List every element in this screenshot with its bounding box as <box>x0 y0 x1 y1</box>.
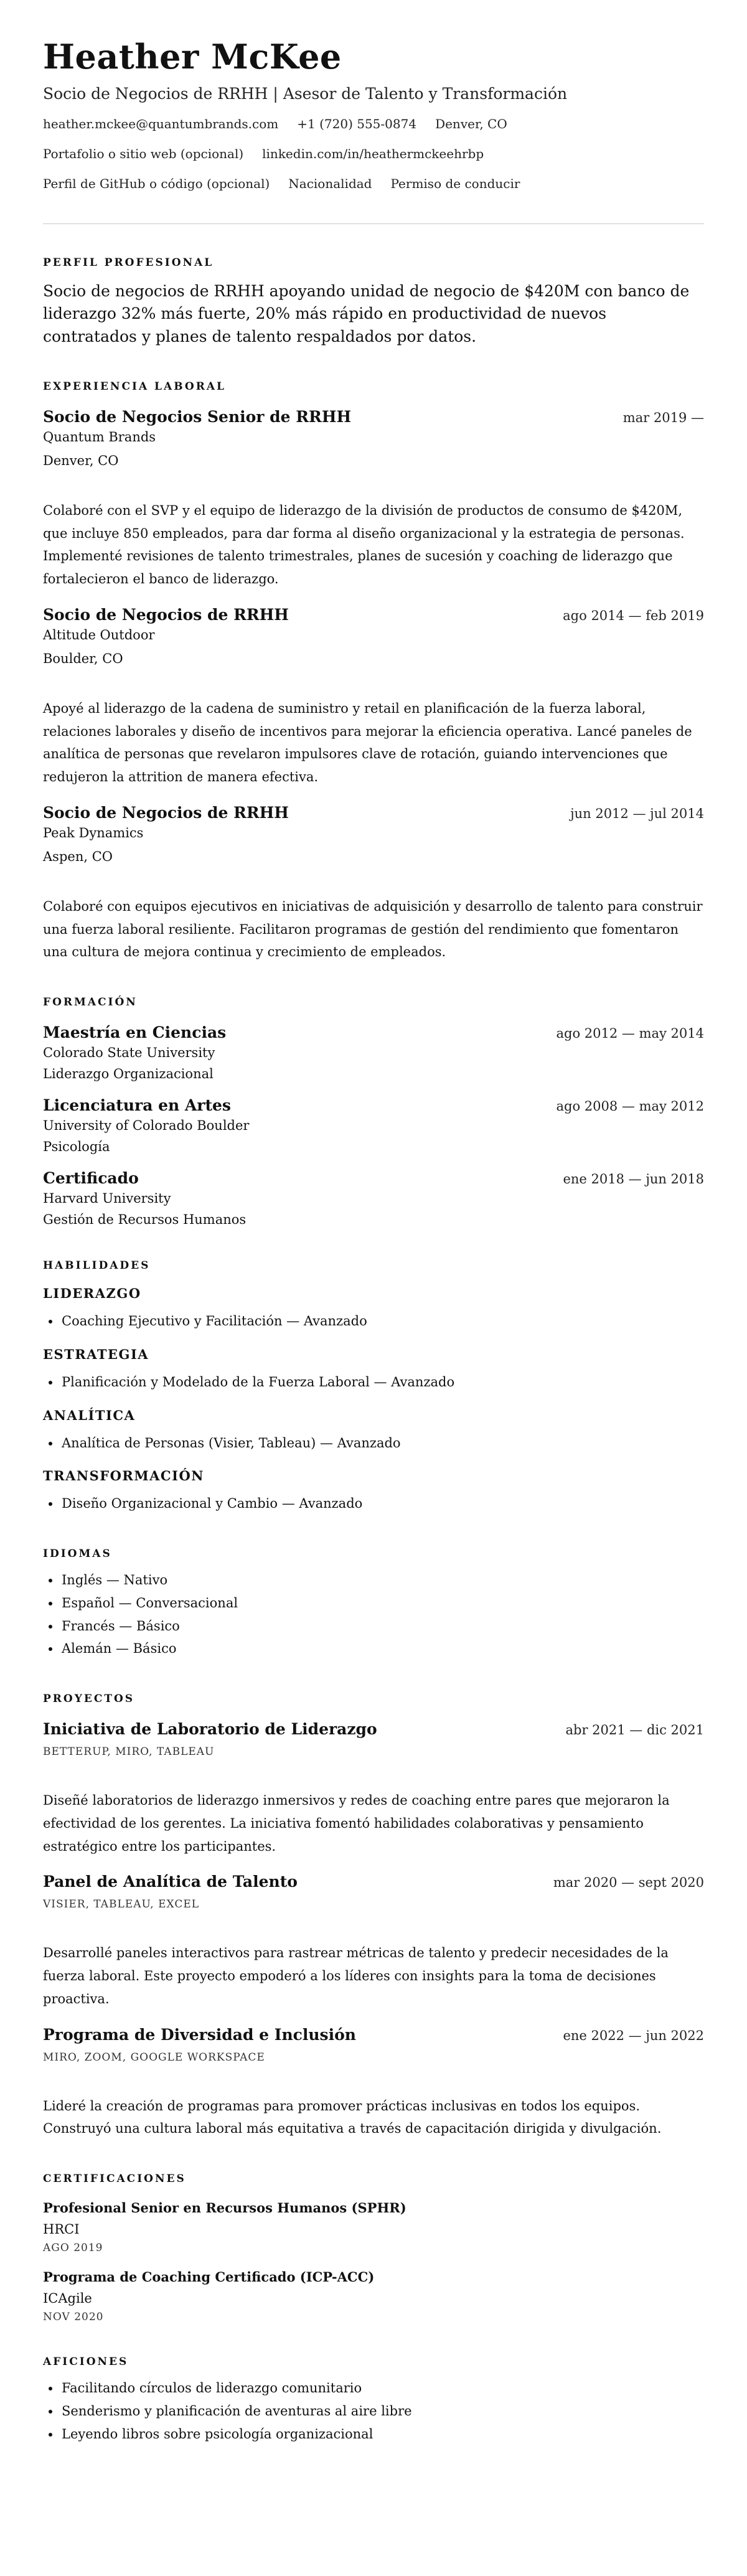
section-title: IDIOMAS <box>43 1548 112 1561</box>
job-title: Socio de Negocios de RRHH <box>43 605 289 624</box>
experience-entry <box>43 606 704 789</box>
certification-name: Programa de Coaching Certificado (ICP-ACC) <box>43 2269 375 2285</box>
job-title: Socio de Negocios Senior de RRHH <box>43 407 352 426</box>
certification-entry <box>43 2269 704 2323</box>
job-description: Apoyé al liderazgo de la cadena de suministro y retail en planificación de la fuerza laboral, relaciones laborales y diseño de incentivos para mejorar la eficiencia operativa. Lancé paneles de analítica de personas que revelaron impulsores clave de rotación, guiando intervenciones que redujeron la attrition de manera efectiva. <box>43 700 692 785</box>
project-title: Iniciativa de Laboratorio de Liderazgo <box>43 1720 377 1739</box>
project-title: Programa de Diversidad e Inclusión <box>43 2025 356 2044</box>
degree-title: Certificado <box>43 1169 139 1188</box>
section-title: CERTIFICACIONES <box>43 2173 186 2186</box>
section-title: HABILIDADES <box>43 1259 151 1272</box>
location-text: Denver, CO <box>435 116 507 132</box>
projects-section <box>43 1693 704 2140</box>
skill-group-title: ANALÍTICA <box>43 1407 136 1423</box>
education-entry <box>43 1169 704 1227</box>
job-dates: mar 2019 — <box>622 410 704 425</box>
skill-item: • Planificación y Modelado de la Fuerza Laboral — Avanzado <box>60 1371 704 1394</box>
hobby-item: • Leyendo libros sobre psicología organizacional <box>60 2423 704 2446</box>
company-name: Peak Dynamics <box>43 825 144 840</box>
degree-title: Maestría en Ciencias <box>43 1023 227 1042</box>
certification-issuer: ICAgile <box>43 2291 92 2306</box>
education-dates: ene 2018 — jun 2018 <box>563 1172 704 1187</box>
project-tech: VISIER, TABLEAU, EXCEL <box>43 1898 200 1911</box>
job-description: Colaboré con el SVP y el equipo de liderazgo de la división de productos de consumo de $420M, que incluye 850 empleados, para dar forma al diseño organizacional y la estrategia de personas. Implementé revisiones de talento trimestrales, planes de sucesión y coaching de liderazgo que fortalecieron el banco de liderazgo. <box>43 502 685 587</box>
job-dates: ago 2014 — feb 2019 <box>563 608 704 623</box>
skill-group-title: ESTRATEGIA <box>43 1346 149 1362</box>
education-section <box>43 996 704 1227</box>
skills-section <box>43 1259 704 1515</box>
language-item: • Francés — Básico <box>60 1615 704 1638</box>
linkedin-link[interactable]: linkedin.com/in/heathermckeehrbp <box>262 146 484 162</box>
driving-license-text: Permiso de conducir <box>390 176 520 192</box>
skill-group <box>43 1347 704 1394</box>
job-dates: jun 2012 — jul 2014 <box>570 806 704 821</box>
project-tech: MIRO, ZOOM, GOOGLE WORKSPACE <box>43 2051 265 2064</box>
job-location: Boulder, CO <box>43 651 123 666</box>
skill-item: • Analítica de Personas (Visier, Tableau) — Avanzado <box>60 1432 704 1455</box>
section-title: EXPERIENCIA LABORAL <box>43 380 226 393</box>
contact-row <box>43 116 704 131</box>
email-link[interactable]: heather.mckee@quantumbrands.com <box>43 116 279 132</box>
languages-section <box>43 1548 704 1660</box>
certifications-section <box>43 2173 704 2323</box>
contact-row <box>43 176 704 191</box>
company-name: Quantum Brands <box>43 429 156 444</box>
certification-name: Profesional Senior en Recursos Humanos (SPHR) <box>43 2200 406 2216</box>
language-item: • Alemán — Básico <box>60 1637 704 1660</box>
certification-issuer: HRCI <box>43 2222 80 2237</box>
github-link[interactable]: Perfil de GitHub o código (opcional) <box>43 176 270 192</box>
skill-item: • Diseño Organizacional y Cambio — Avanzado <box>60 1492 704 1515</box>
field-of-study: Liderazgo Organizacional <box>43 1066 214 1082</box>
education-dates: ago 2012 — may 2014 <box>556 1026 704 1041</box>
project-description: Diseñé laboratorios de liderazgo inmersivos y redes de coaching entre pares que mejoraron la efectividad de los gerentes. La iniciativa fomentó habilidades colaborativas y pensamiento estratégico entre los participantes. <box>43 1793 670 1854</box>
education-entry <box>43 1023 704 1081</box>
experience-entry <box>43 408 704 591</box>
school-name: Colorado State University <box>43 1045 215 1061</box>
section-title: PERFIL PROFESIONAL <box>43 256 214 270</box>
project-dates: mar 2020 — sept 2020 <box>553 1875 704 1891</box>
section-title: AFICIONES <box>43 2356 129 2369</box>
job-location: Aspen, CO <box>43 848 113 864</box>
summary-text: Socio de negocios de RRHH apoyando unidad de negocio de $420M con banco de liderazgo 32% más fuerte, 20% más rápido en productividad de nuevos contratados y planes de talento respaldados por datos. <box>43 282 690 346</box>
job-title: Socio de Negocios de RRHH <box>43 803 289 822</box>
portfolio-link[interactable]: Portafolio o sitio web (opcional) <box>43 146 244 162</box>
hobbies-section <box>43 2356 704 2445</box>
education-dates: ago 2008 — may 2012 <box>556 1099 704 1114</box>
project-entry <box>43 1873 704 2010</box>
experience-entry <box>43 804 704 964</box>
certification-date: NOV 2020 <box>43 2311 104 2324</box>
language-item: • Inglés — Nativo <box>60 1569 704 1592</box>
project-dates: abr 2021 — dic 2021 <box>565 1723 704 1738</box>
contact-row <box>43 146 704 161</box>
project-dates: ene 2022 — jun 2022 <box>563 2028 704 2043</box>
job-description: Colaboré con equipos ejecutivos en iniciativas de adquisición y desarrollo de talento para construir una fuerza laboral resiliente. Facilitaron programas de gestión del rendimiento que fomentaron una cultura de mejora continua y crecimiento de empleados. <box>43 898 703 960</box>
skill-group <box>43 1408 704 1455</box>
skill-group-title: LIDERAZGO <box>43 1286 141 1302</box>
project-tech: BETTERUP, MIRO, TABLEAU <box>43 1746 215 1759</box>
school-name: University of Colorado Boulder <box>43 1118 250 1134</box>
summary-section <box>43 256 704 348</box>
skill-group <box>43 1286 704 1333</box>
section-title: FORMACIÓN <box>43 996 138 1009</box>
project-entry <box>43 1720 704 1858</box>
candidate-headline: Socio de Negocios de RRHH | Asesor de Talento y Transformación <box>43 85 568 103</box>
company-name: Altitude Outdoor <box>43 627 155 642</box>
skill-group-title: TRANSFORMACIÓN <box>43 1468 204 1484</box>
field-of-study: Gestión de Recursos Humanos <box>43 1212 247 1228</box>
project-entry <box>43 2026 704 2141</box>
field-of-study: Psicología <box>43 1139 110 1155</box>
project-description: Desarrollé paneles interactivos para rastrear métricas de talento y predecir necesidades de la fuerza laboral. Este proyecto empoderó a los líderes con insights para la toma de decisiones proactiva. <box>43 1945 669 2006</box>
project-description: Lideré la creación de programas para promover prácticas inclusivas en todos los equipos. Construyó una cultura laboral más equitativa a través de capacitación dirigida y divulgación. <box>43 2098 662 2136</box>
certification-entry <box>43 2200 704 2254</box>
header-divider <box>43 223 704 224</box>
phone-number[interactable]: +1 (720) 555-0874 <box>297 116 417 132</box>
hobby-item: • Senderismo y planificación de aventuras al aire libre <box>60 2400 704 2423</box>
resume-header <box>43 37 704 191</box>
language-item: • Español — Conversacional <box>60 1592 704 1615</box>
project-title: Panel de Analítica de Talento <box>43 1873 298 1891</box>
experience-section <box>43 380 704 964</box>
skill-item: • Coaching Ejecutivo y Facilitación — Avanzado <box>60 1310 704 1333</box>
degree-title: Licenciatura en Artes <box>43 1096 231 1115</box>
nationality-text: Nacionalidad <box>288 176 372 192</box>
school-name: Harvard University <box>43 1191 171 1206</box>
job-location: Denver, CO <box>43 453 119 468</box>
section-title: PROYECTOS <box>43 1693 135 1706</box>
certification-date: AGO 2019 <box>43 2242 103 2255</box>
hobby-item: • Facilitando círculos de liderazgo comunitario <box>60 2377 704 2400</box>
skill-group <box>43 1468 704 1515</box>
education-entry <box>43 1096 704 1154</box>
candidate-name: Heather McKee <box>43 37 342 77</box>
